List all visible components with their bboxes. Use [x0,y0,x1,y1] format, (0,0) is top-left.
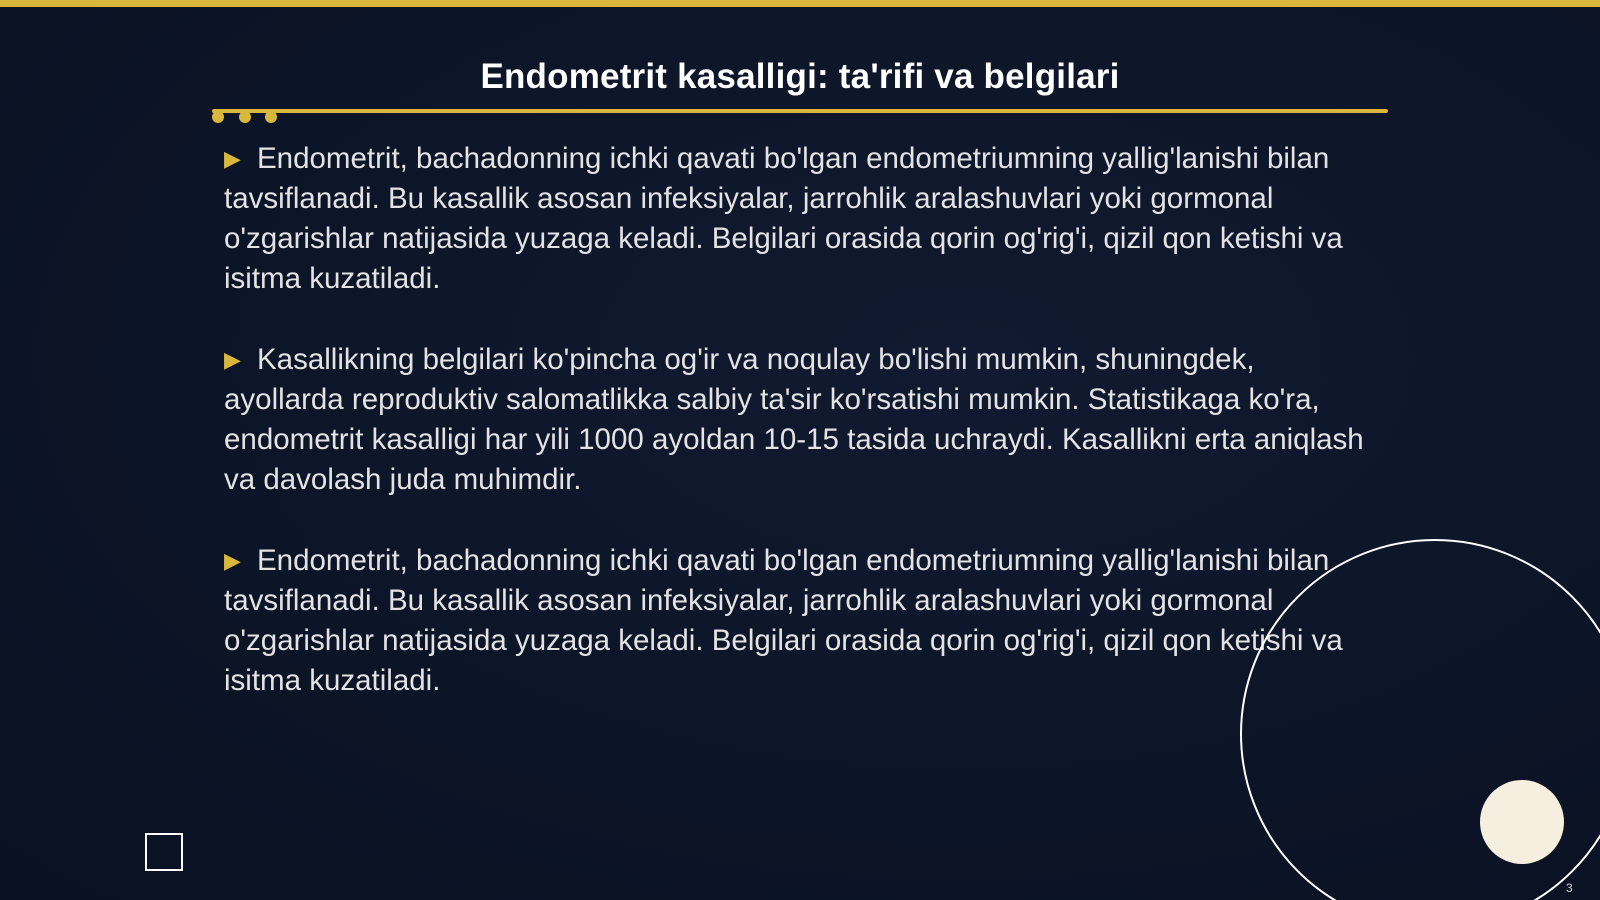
page-number: 3 [1566,881,1573,895]
decorative-dot-2 [239,111,251,123]
decorative-dot-1 [212,111,224,123]
bullet-arrow-icon: ▶ [224,146,241,171]
paragraph-2 [224,340,1374,500]
paragraph-text: Endometrit, bachadonning ichki qavati bo'lgan endometriumning yallig'lanishi bilan tavsiflanadi. Bu kasallik asosan infeksiyalar, jarrohlik aralashuvlari yoki gormonal o'zgarishlar natijasida yuzaga keladi. Belgilari orasida qorin og'rig'i, qizil qon ketishi va isitma kuzatiladi. [224,142,1343,295]
paragraph-1 [224,139,1374,299]
paragraph-text: Kasallikning belgilari ko'pincha og'ir va noqulay bo'lishi mumkin, shuningdek, ayollarda reproduktiv salomatlikka salbiy ta'sir ko'rsatishi mumkin. Statistikaga ko'ra, endometrit kasalligi har yili 1000 ayoldan 10-15 tasida uchraydi. Kasallikni erta aniqlash va davolash juda muhimdir. [224,343,1364,496]
top-accent-bar [0,0,1600,7]
content-body [224,139,1374,742]
title-underline [212,109,1388,113]
bullet-arrow-icon: ▶ [224,347,241,372]
paragraph-3 [224,541,1374,701]
bullet-arrow-icon: ▶ [224,548,241,573]
slide-title: Endometrit kasalligi: ta'rifi va belgilari [480,57,1120,96]
decorative-dot-3 [265,111,277,123]
paragraph-text: Endometrit, bachadonning ichki qavati bo'lgan endometriumning yallig'lanishi bilan tavsiflanadi. Bu kasallik asosan infeksiyalar, jarrohlik aralashuvlari yoki gormonal o'zgarishlar natijasida yuzaga keladi. Belgilari orasida qorin og'rig'i, qizil qon ketishi va isitma kuzatiladi. [224,544,1343,697]
decorative-filled-circle [1480,780,1564,864]
decorative-square [145,833,183,871]
